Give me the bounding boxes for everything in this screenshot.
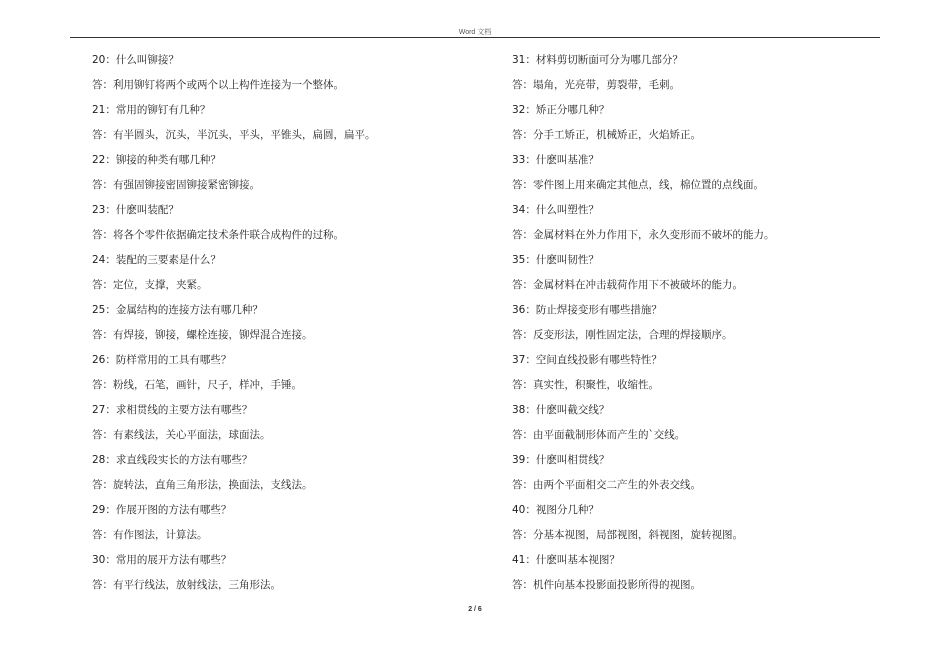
question-line: 32：矫正分哪几种？ [512, 104, 610, 116]
page-number: 2 / 6 [468, 606, 482, 613]
question-line: 21：常用的铆钉有几种？ [92, 104, 211, 116]
answer-line: 答：有平行线法，放射线法，三角形法。 [92, 579, 281, 591]
question-line: 41：什麽叫基本视图？ [512, 554, 620, 566]
answer-line: 答：有焊接，铆接，螺栓连接，铆焊混合连接。 [92, 329, 313, 341]
question-line: 35：什麽叫韧性？ [512, 254, 599, 266]
answer-line: 答：利用铆钉将两个或两个以上构件连接为一个整体。 [92, 79, 344, 91]
header-title: Word 文档 [458, 29, 492, 36]
answer-line: 答：由两个平面相交二产生的外表交线。 [512, 479, 701, 491]
answer-line: 答：定位，支撑，夹紧。 [92, 279, 208, 291]
question-line: 27：求相贯线的主要方法有哪些？ [92, 404, 253, 416]
answer-line: 答：反变形法，刚性固定法，合理的焊接顺序。 [512, 329, 733, 341]
answer-line: 答：有素线法，关心平面法，球面法。 [92, 429, 271, 441]
question-line: 31：材料剪切断面可分为哪几部分？ [512, 54, 683, 66]
question-line: 22：铆接的种类有哪几种？ [92, 154, 221, 166]
question-line: 30：常用的展开方法有哪些？ [92, 554, 232, 566]
question-line: 28：求直线段实长的方法有哪些？ [92, 454, 253, 466]
right-column [512, 50, 892, 600]
question-line: 39：什麽叫相贯线？ [512, 454, 610, 466]
question-line: 37：空间直线投影有哪些特性？ [512, 354, 662, 366]
answer-line: 答：金属材料在冲击载荷作用下不被破坏的能力。 [512, 279, 743, 291]
answer-line: 答：塌角，光亮带，剪裂带，毛刺。 [512, 79, 680, 91]
answer-line: 答：零件图上用来确定其他点，线，棉位置的点线面。 [512, 179, 764, 191]
question-line: 36：防止焊接变形有哪些措施？ [512, 304, 662, 316]
answer-line: 答：金属材料在外力作用下，永久变形而不破坏的能力。 [512, 229, 775, 241]
question-line: 26：防样常用的工具有哪些？ [92, 354, 232, 366]
answer-line: 答：分基本视图，局部视图，斜视图，旋转视图。 [512, 529, 743, 541]
answer-line: 答：机件向基本投影面投影所得的视图。 [512, 579, 701, 591]
answer-line: 答：旋转法，直角三角形法，换面法，支线法。 [92, 479, 313, 491]
question-line: 40：视图分几种？ [512, 504, 599, 516]
answer-line: 答：有强固铆接密固铆接紧密铆接。 [92, 179, 260, 191]
answer-line: 答：真实性，积聚性，收缩性。 [512, 379, 659, 391]
question-line: 24：装配的三要素是什么？ [92, 254, 221, 266]
question-line: 29：作展开图的方法有哪些？ [92, 504, 232, 516]
answer-line: 答：有半圆头，沉头，半沉头，平头，平锥头，扁圆，扁平。 [92, 129, 376, 141]
answer-line: 答：有作图法，计算法。 [92, 529, 208, 541]
question-line: 34：什么叫塑性？ [512, 204, 599, 216]
answer-line: 答：分手工矫正，机械矫正，火焰矫正。 [512, 129, 701, 141]
question-line: 38：什麽叫截交线？ [512, 404, 610, 416]
question-line: 20：什么叫铆接？ [92, 54, 179, 66]
left-column [92, 50, 482, 600]
question-line: 25：金属结构的连接方法有哪几种？ [92, 304, 263, 316]
answer-line: 答：粉线，石笔，画针，尺子，样冲，手锤。 [92, 379, 302, 391]
question-line: 23：什麽叫装配？ [92, 204, 179, 216]
answer-line: 答：将各个零件依据确定技术条件联合成构件的过称。 [92, 229, 344, 241]
header-rule [70, 37, 880, 38]
question-line: 33：什麽叫基准？ [512, 154, 599, 166]
answer-line: 答：由平面截制形体而产生的`交线。 [512, 429, 686, 441]
page-header [0, 0, 950, 38]
